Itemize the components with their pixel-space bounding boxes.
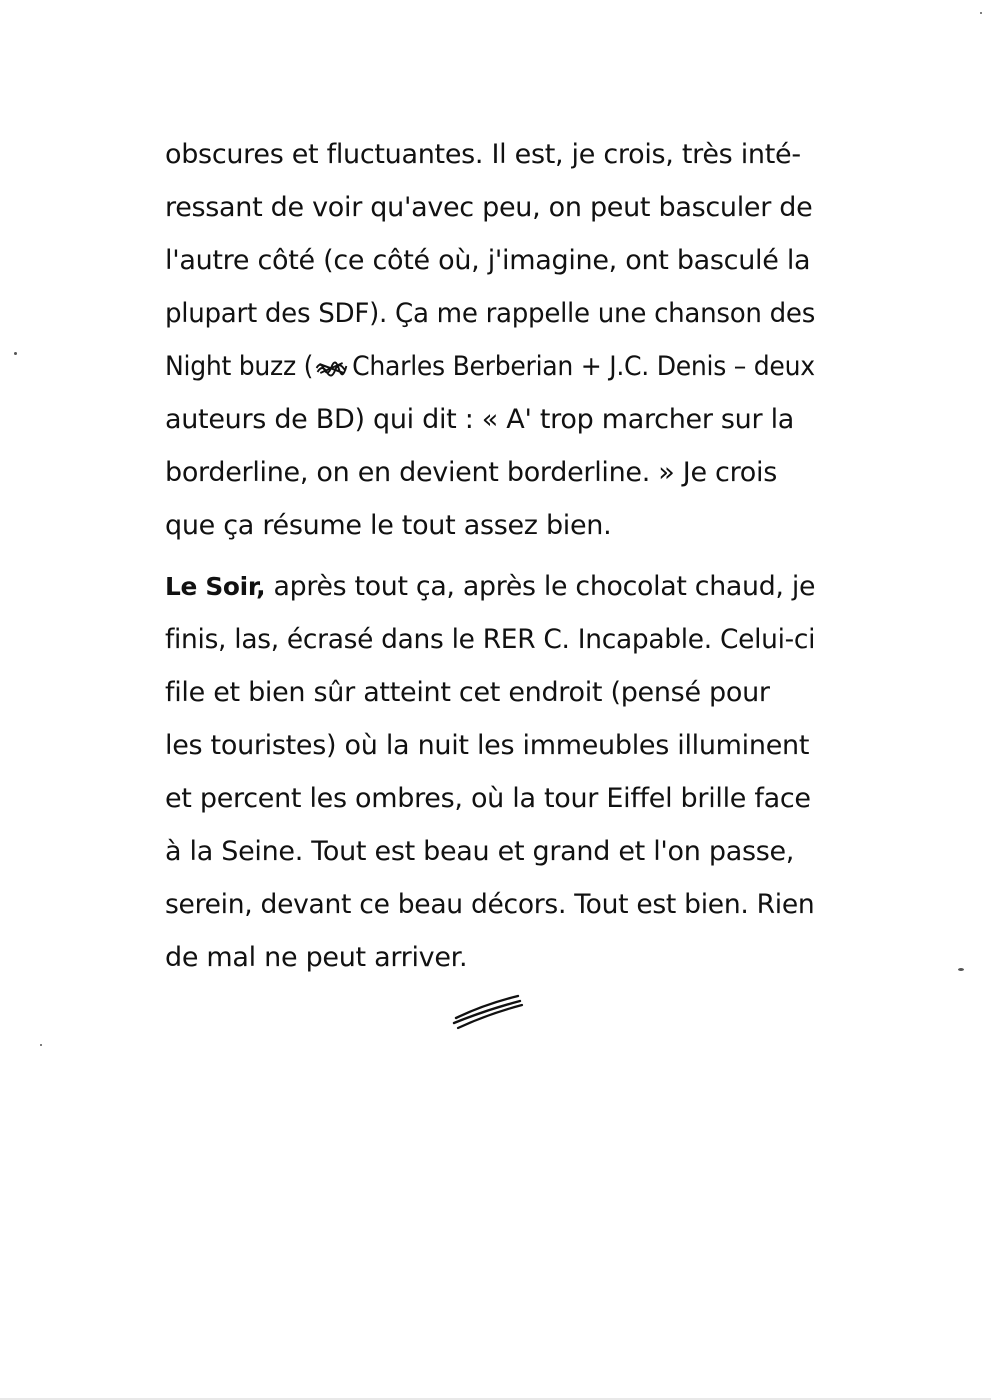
text-line: ressant de voir qu'avec peu, on peut basculer de	[165, 192, 813, 223]
text-line	[165, 340, 815, 393]
text-line: l'autre côté (ce côté où, j'imagine, ont basculé la	[165, 245, 811, 276]
text-fragment: Night buzz (	[165, 351, 314, 382]
paper-speck	[40, 1044, 42, 1046]
text-line	[165, 560, 816, 613]
text-line: les touristes) où la nuit les immeubles illuminent	[165, 730, 810, 761]
text-line: et percent les ombres, où la tour Eiffel brille face	[165, 783, 811, 814]
paper-speck	[14, 352, 17, 355]
text-line: file et bien sûr atteint cet endroit (pensé pour	[165, 677, 770, 708]
text-line: à la Seine. Tout est beau et grand et l'on passe,	[165, 836, 795, 867]
paragraph-lead: Le Soir,	[165, 572, 266, 601]
text-line: borderline, on en devient borderline. » Je crois	[165, 457, 777, 488]
section-divider-mark	[450, 992, 526, 1032]
text-line: de mal ne peut arriver.	[165, 942, 468, 973]
crossed-out-word	[315, 358, 348, 378]
text-line: que ça résume le tout assez bien.	[165, 510, 612, 541]
text-line: auteurs de BD) qui dit : « A' trop marcher sur la	[165, 404, 795, 435]
handwritten-text	[165, 128, 815, 984]
text-fragment: Charles Berberian + J.C. Denis – deux	[352, 351, 815, 382]
paper-speck	[958, 968, 964, 971]
paragraph-gap	[165, 552, 815, 560]
text-line: serein, devant ce beau décors. Tout est bien. Rien	[165, 889, 815, 920]
text-line: finis, las, écrasé dans le RER C. Incapable. Celui-ci	[165, 624, 816, 655]
text-fragment: après tout ça, après le chocolat chaud, je	[265, 571, 816, 602]
text-line: plupart des SDF). Ça me rappelle une chanson des	[165, 298, 816, 329]
paper-speck	[980, 12, 982, 14]
text-line: obscures et fluctuantes. Il est, je crois, très inté-	[165, 139, 801, 170]
